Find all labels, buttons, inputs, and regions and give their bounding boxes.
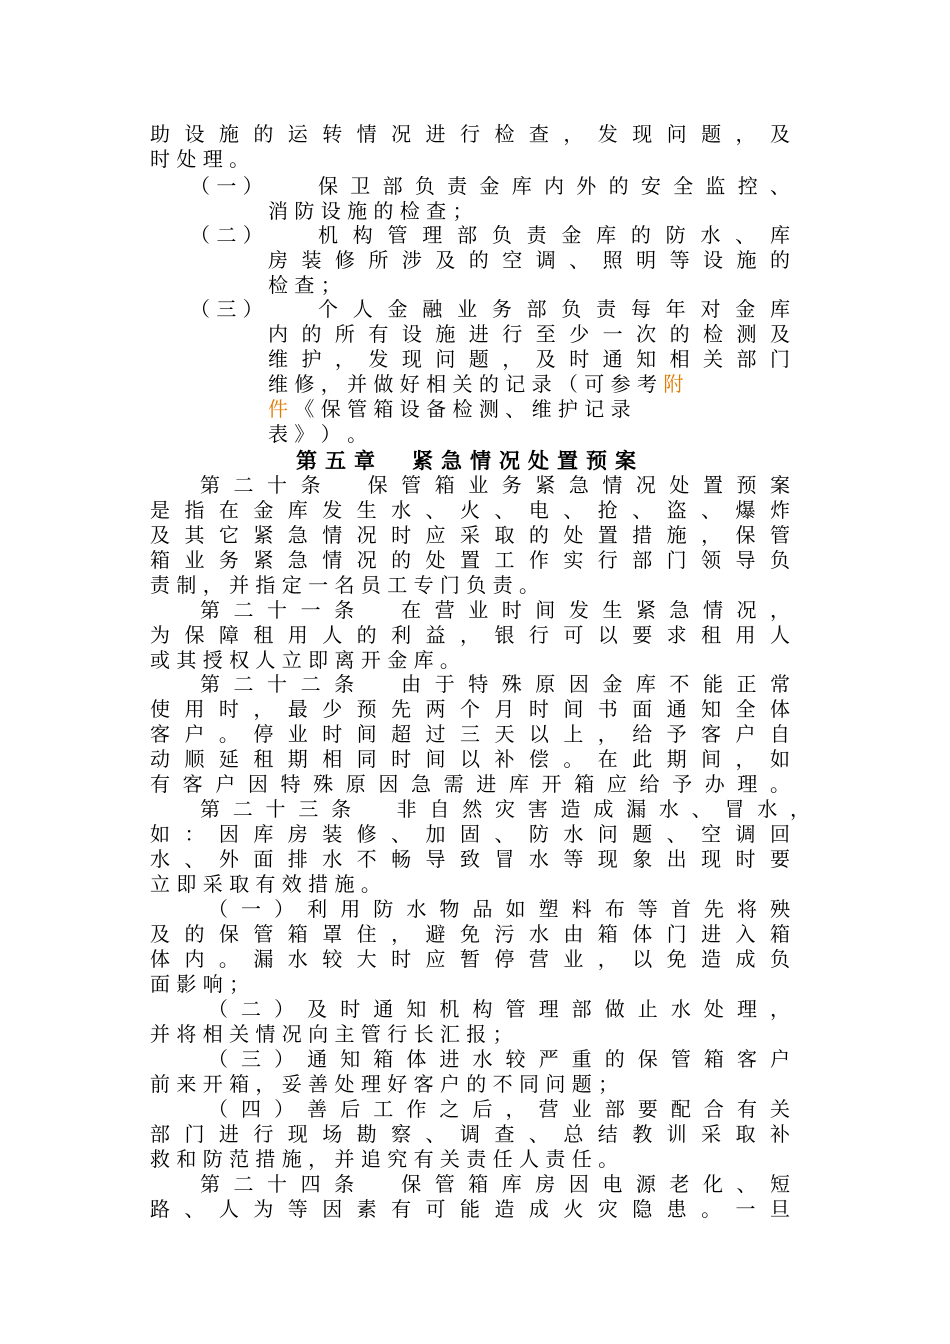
item-b1-line-3: 体 内 。 漏 水 较 大 时 应 暂 停 营 业 ， 以 免 造 成 负 bbox=[150, 947, 790, 971]
item-a2-label: （ 二 ） bbox=[190, 223, 263, 247]
item-b2-line-1: （ 二 ） 及 时 通 知 机 构 管 理 部 做 止 水 处 理 ， bbox=[208, 997, 790, 1021]
item-b1-line-2: 及 的 保 管 箱 罩 住 ， 避 免 污 水 由 箱 体 门 进 入 箱 bbox=[150, 922, 790, 946]
item-a1-line-1: 保 卫 部 负 责 金 库 内 外 的 安 全 监 控 、 bbox=[318, 174, 790, 198]
item-a3-line-4 bbox=[268, 372, 683, 397]
article20-line-3: 及 其 它 紧 急 情 况 时 应 采 取 的 处 置 措 施 ， 保 管 bbox=[150, 523, 790, 547]
article22-line-1: 第 二 十 二 条 由 于 特 殊 原 因 金 库 不 能 正 常 bbox=[200, 672, 790, 696]
item-a2-line-3: 检 查 ； bbox=[268, 273, 341, 297]
article22-line-2: 使 用 时 ， 最 少 预 先 两 个 月 时 间 书 面 通 知 全 体 bbox=[150, 697, 790, 721]
item-b3-line-2: 前 来 开 箱 ， 妥 善 处 理 好 客 户 的 不 同 问 题 ； bbox=[150, 1072, 619, 1096]
item-b4-line-1: （ 四 ） 善 后 工 作 之 后 ， 营 业 部 要 配 合 有 关 bbox=[208, 1097, 790, 1121]
article21-line-2: 为 保 障 租 用 人 的 利 益 ， 银 行 可 以 要 求 租 用 人 bbox=[150, 623, 790, 647]
item-a3-line-4-text: 维 修 ， 并 做 好 相 关 的 记 录 （ 可 参 考 bbox=[268, 372, 664, 396]
attachment-link-part-1[interactable]: 附 bbox=[663, 372, 684, 396]
article22-line-5: 有 客 户 因 特 殊 原 因 急 需 进 库 开 箱 应 给 予 办 理 。 bbox=[150, 772, 790, 796]
item-b4-line-3: 救 和 防 范 措 施 ， 并 追 究 有 关 责 任 人 责 任 。 bbox=[150, 1147, 619, 1171]
article23-line-2: 如 ： 因 库 房 装 修 、 加 固 、 防 水 问 题 、 空 调 回 bbox=[150, 822, 790, 846]
article20-line-2: 是 指 在 金 库 发 生 水 、 火 、 电 、 抢 、 盗 、 爆 炸 bbox=[150, 498, 790, 522]
article23-line-4: 立 即 采 取 有 效 措 施 。 bbox=[150, 872, 381, 896]
item-a3-line-3: 维 护 ， 发 现 问 题 ， 及 时 通 知 相 关 部 门 bbox=[268, 347, 790, 371]
item-a3-line-5-text: 《 保 管 箱 设 备 检 测 、 维 护 记 录 bbox=[288, 397, 631, 421]
item-a3-line-2: 内 的 所 有 设 施 进 行 至 少 一 次 的 检 测 及 bbox=[268, 322, 790, 346]
item-b1-line-4: 面 影 响 ； bbox=[150, 972, 250, 996]
item-b1-line-1: （ 一 ） 利 用 防 水 物 品 如 塑 料 布 等 首 先 将 殃 bbox=[208, 897, 790, 921]
item-b3-line-1: （ 三 ） 通 知 箱 体 进 水 较 严 重 的 保 管 箱 客 户 bbox=[208, 1047, 790, 1071]
chapter-title: 第五章 紧急情况处置预案 bbox=[296, 448, 644, 473]
article21-line-3: 或 其 授 权 人 立 即 离 开 金 库 。 bbox=[150, 648, 460, 672]
article20-line-1: 第 二 十 条 保 管 箱 业 务 紧 急 情 况 处 置 预 案 bbox=[200, 473, 790, 497]
article22-line-4: 动 顺 延 租 期 相 同 时 间 以 补 偿 。 在 此 期 间 ， 如 bbox=[150, 747, 790, 771]
intro-line-2: 时 处 理 。 bbox=[150, 147, 250, 171]
item-b2-line-2: 并 将 相 关 情 况 向 主 管 行 长 汇 报 ； bbox=[150, 1022, 513, 1046]
item-b4-line-2: 部 门 进 行 现 场 勘 察 、 调 查 、 总 结 教 训 采 取 补 bbox=[150, 1122, 790, 1146]
article20-line-5: 责 制 ， 并 指 定 一 名 员 工 专 门 负 责 。 bbox=[150, 573, 540, 597]
item-a2-line-1: 机 构 管 理 部 负 责 金 库 的 防 水 、 库 bbox=[318, 223, 790, 247]
item-a3-line-5 bbox=[268, 397, 631, 422]
article21-line-1: 第 二 十 一 条 在 营 业 时 间 发 生 紧 急 情 况 ， bbox=[200, 598, 790, 622]
article22-line-3: 客 户 。 停 业 时 间 超 过 三 天 以 上 ， 给 予 客 户 自 bbox=[150, 722, 790, 746]
item-a3-line-1: 个 人 金 融 业 务 部 负 责 每 年 对 金 库 bbox=[318, 297, 790, 321]
item-a1-label: （ 一 ） bbox=[190, 174, 263, 198]
item-a3-label: （ 三 ） bbox=[190, 297, 263, 321]
item-a1-line-2: 消 防 设 施 的 检 查 ； bbox=[268, 199, 473, 223]
article20-line-4: 箱 业 务 紧 急 情 况 的 处 置 工 作 实 行 部 门 领 导 负 bbox=[150, 548, 790, 572]
article24-line-2: 路 、 人 为 等 因 素 有 可 能 造 成 火 灾 隐 患 。 一 旦 bbox=[150, 1197, 790, 1221]
item-a2-line-2: 房 装 修 所 涉 及 的 空 调 、 照 明 等 设 施 的 bbox=[268, 248, 790, 272]
article23-line-3: 水 、 外 面 排 水 不 畅 导 致 冒 水 等 现 象 出 现 时 要 bbox=[150, 847, 790, 871]
article23-line-1: 第 二 十 三 条 非 自 然 灾 害 造 成 漏 水 、 冒 水 ， bbox=[200, 797, 810, 821]
attachment-link-part-2[interactable]: 件 bbox=[268, 397, 288, 421]
item-a3-line-6: 表 》 ） 。 bbox=[268, 422, 368, 446]
article24-line-1: 第 二 十 四 条 保 管 箱 库 房 因 电 源 老 化 、 短 bbox=[200, 1172, 790, 1196]
intro-line-1: 助 设 施 的 运 转 情 况 进 行 检 查 ， 发 现 问 题 ， 及 bbox=[150, 122, 790, 146]
